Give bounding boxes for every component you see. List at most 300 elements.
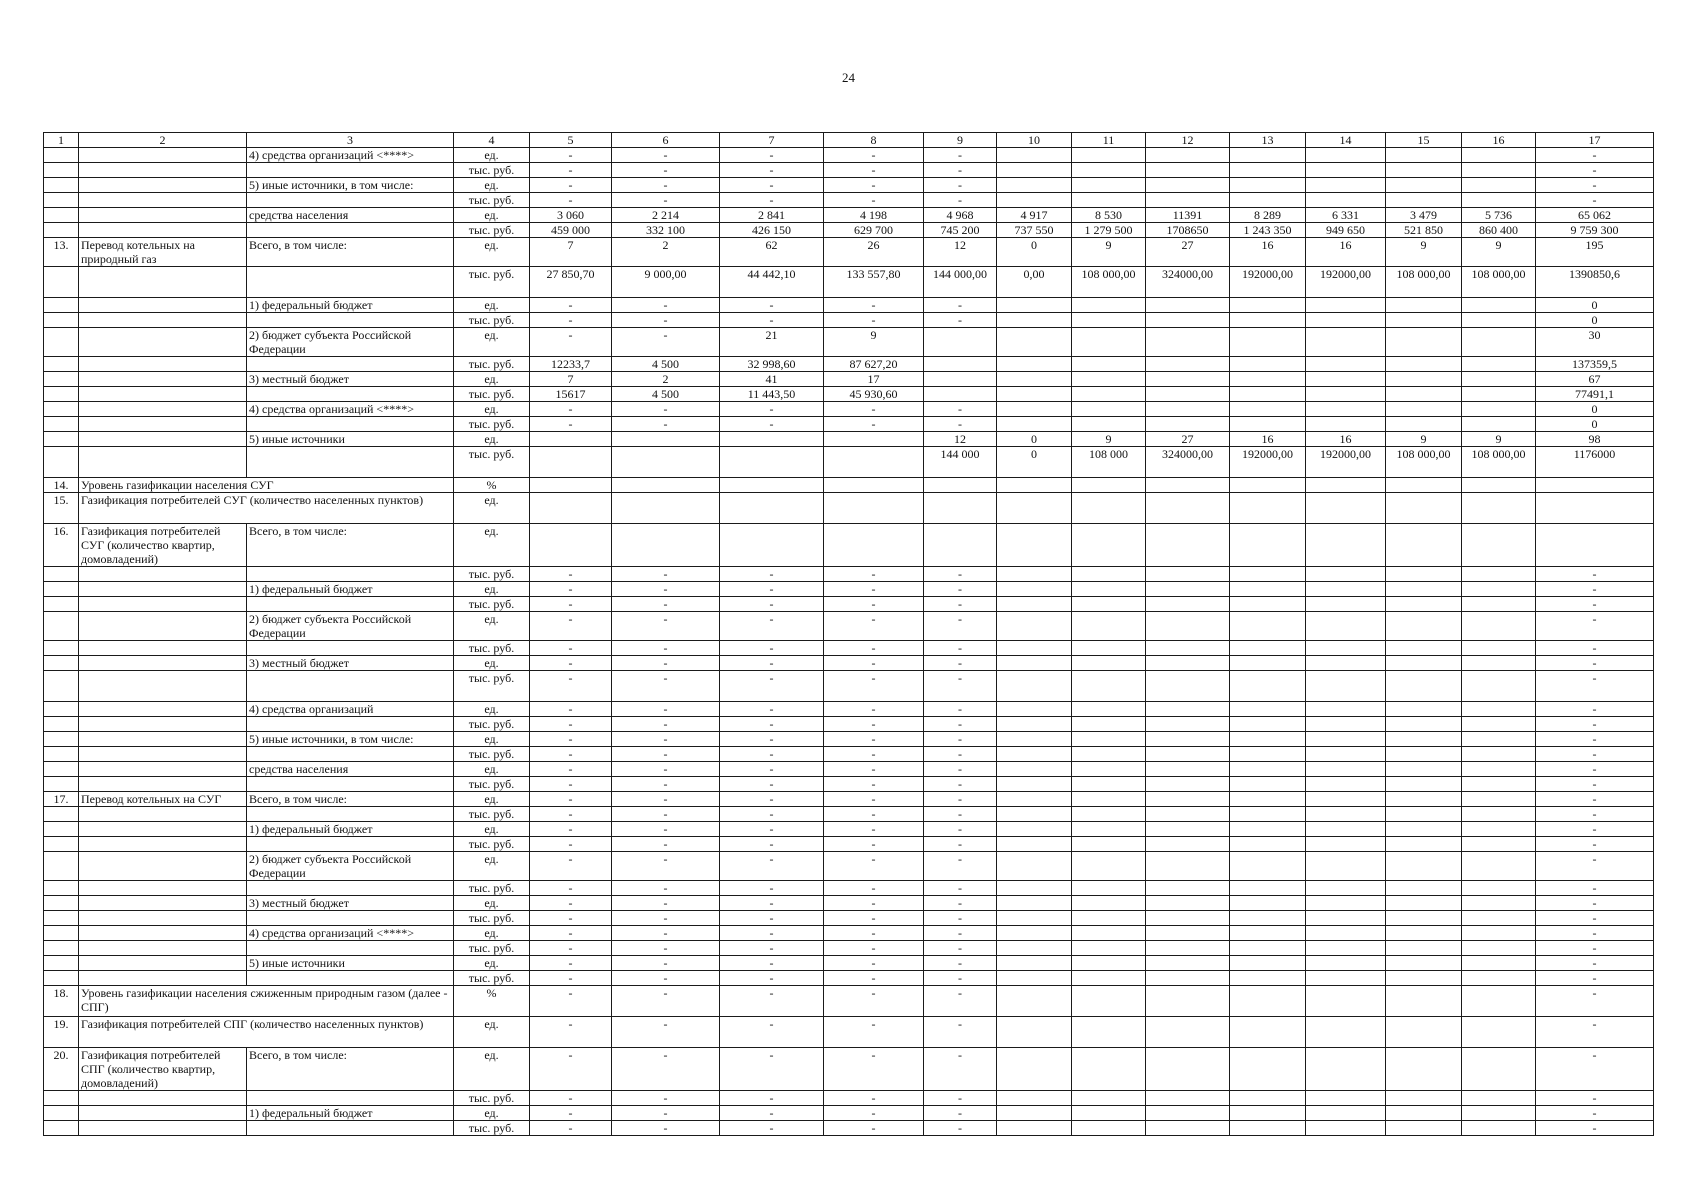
value-cell: - — [612, 822, 720, 837]
value-cell — [1072, 792, 1146, 807]
value-cell — [1386, 597, 1462, 612]
value-cell: - — [612, 792, 720, 807]
header-cell: 9 — [924, 133, 997, 148]
value-cell: - — [612, 597, 720, 612]
row-number-cell — [44, 582, 79, 597]
value-cell — [1146, 193, 1230, 208]
value-cell — [824, 524, 924, 567]
value-cell: 2 — [612, 372, 720, 387]
value-cell: - — [924, 298, 997, 313]
value-cell — [1306, 641, 1386, 656]
value-cell — [1386, 567, 1462, 582]
funding-source-cell: 1) федеральный бюджет — [247, 1106, 454, 1121]
value-cell: - — [720, 732, 824, 747]
value-cell — [1462, 582, 1536, 597]
value-cell — [1072, 417, 1146, 432]
value-cell: - — [824, 641, 924, 656]
value-cell: - — [1536, 762, 1654, 777]
value-cell: 98 — [1536, 432, 1654, 447]
value-cell — [1146, 941, 1230, 956]
indicator-name-cell — [79, 911, 247, 926]
value-cell: 16 — [1230, 432, 1306, 447]
value-cell: 12233,7 — [530, 357, 612, 372]
table-row — [44, 1017, 1654, 1048]
unit-cell: ед. — [454, 822, 530, 837]
value-cell: - — [720, 671, 824, 702]
value-cell: - — [1536, 777, 1654, 792]
value-cell: - — [720, 1121, 824, 1136]
value-cell — [1462, 881, 1536, 896]
value-cell — [1230, 777, 1306, 792]
value-cell: - — [612, 402, 720, 417]
funding-source-cell — [247, 1091, 454, 1106]
header-cell: 1 — [44, 133, 79, 148]
funding-source-cell: средства населения — [247, 208, 454, 223]
value-cell — [1306, 1091, 1386, 1106]
row-number-cell — [44, 926, 79, 941]
unit-cell: тыс. руб. — [454, 807, 530, 822]
value-cell — [1146, 1017, 1230, 1048]
value-cell — [997, 777, 1072, 792]
unit-cell: тыс. руб. — [454, 447, 530, 478]
value-cell — [1306, 852, 1386, 881]
value-cell — [1306, 881, 1386, 896]
table-row — [44, 896, 1654, 911]
value-cell: - — [924, 956, 997, 971]
value-cell: - — [924, 822, 997, 837]
value-cell — [1462, 372, 1536, 387]
indicator-name-cell — [79, 597, 247, 612]
value-cell: - — [924, 807, 997, 822]
value-cell: - — [824, 837, 924, 852]
value-cell — [1306, 478, 1386, 493]
table-row — [44, 597, 1654, 612]
value-cell: - — [720, 163, 824, 178]
value-cell — [1072, 762, 1146, 777]
value-cell — [612, 493, 720, 524]
value-cell — [997, 852, 1072, 881]
table-row — [44, 582, 1654, 597]
funding-source-cell: 2) бюджет субъекта Российской Федерации — [247, 328, 454, 357]
row-number-cell — [44, 971, 79, 986]
value-cell: - — [720, 178, 824, 193]
value-cell — [997, 911, 1072, 926]
value-cell — [1230, 671, 1306, 702]
value-cell — [1146, 1091, 1230, 1106]
value-cell: - — [824, 762, 924, 777]
value-cell: - — [1536, 852, 1654, 881]
value-cell — [924, 357, 997, 372]
value-cell: 16 — [1306, 432, 1386, 447]
value-cell: - — [720, 1106, 824, 1121]
value-cell — [997, 493, 1072, 524]
value-cell — [1072, 524, 1146, 567]
value-cell — [1386, 328, 1462, 357]
row-number-cell — [44, 911, 79, 926]
value-cell — [1072, 298, 1146, 313]
value-cell: - — [924, 1121, 997, 1136]
value-cell: - — [1536, 837, 1654, 852]
value-cell — [1306, 417, 1386, 432]
indicator-name-cell: Перевод котельных на СУГ — [79, 792, 247, 807]
indicator-name-cell — [79, 298, 247, 313]
row-number-cell — [44, 193, 79, 208]
value-cell: - — [612, 896, 720, 911]
value-cell: - — [924, 671, 997, 702]
value-cell: 9 — [824, 328, 924, 357]
value-cell — [720, 447, 824, 478]
value-cell: - — [824, 656, 924, 671]
value-cell — [1230, 732, 1306, 747]
table-row — [44, 1048, 1654, 1091]
value-cell — [1146, 837, 1230, 852]
value-cell: - — [720, 762, 824, 777]
value-cell — [1230, 986, 1306, 1017]
value-cell — [720, 493, 824, 524]
value-cell — [997, 941, 1072, 956]
value-cell — [1072, 732, 1146, 747]
value-cell: - — [720, 402, 824, 417]
value-cell: - — [720, 1091, 824, 1106]
header-row — [44, 133, 1654, 148]
value-cell — [1386, 1106, 1462, 1121]
funding-source-cell — [247, 941, 454, 956]
value-cell: - — [824, 881, 924, 896]
value-cell — [1072, 881, 1146, 896]
value-cell: - — [824, 671, 924, 702]
table-row — [44, 372, 1654, 387]
value-cell: - — [924, 896, 997, 911]
indicator-name-cell — [79, 732, 247, 747]
value-cell — [1386, 493, 1462, 524]
value-cell — [1386, 357, 1462, 372]
value-cell — [1146, 328, 1230, 357]
value-cell — [1072, 567, 1146, 582]
value-cell — [1386, 702, 1462, 717]
value-cell — [1306, 986, 1386, 1017]
funding-source-cell — [247, 357, 454, 372]
value-cell: - — [1536, 926, 1654, 941]
value-cell: - — [612, 178, 720, 193]
indicator-name-cell — [79, 208, 247, 223]
value-cell: - — [924, 582, 997, 597]
value-cell — [1462, 1091, 1536, 1106]
table-row — [44, 777, 1654, 792]
value-cell — [1462, 1048, 1536, 1091]
value-cell — [1386, 926, 1462, 941]
value-cell: 9 — [1386, 432, 1462, 447]
value-cell — [1386, 313, 1462, 328]
value-cell: 32 998,60 — [720, 357, 824, 372]
value-cell: - — [612, 971, 720, 986]
unit-cell: тыс. руб. — [454, 163, 530, 178]
value-cell — [1306, 837, 1386, 852]
funding-source-cell — [247, 313, 454, 328]
value-cell — [997, 1091, 1072, 1106]
value-cell — [1072, 372, 1146, 387]
row-number-cell — [44, 387, 79, 402]
value-cell: - — [720, 567, 824, 582]
value-cell: 11391 — [1146, 208, 1230, 223]
value-cell — [997, 1106, 1072, 1121]
funding-source-cell — [247, 567, 454, 582]
value-cell: 144 000,00 — [924, 267, 997, 298]
value-cell — [1072, 357, 1146, 372]
funding-source-cell — [247, 747, 454, 762]
value-cell: - — [1536, 822, 1654, 837]
row-number-cell — [44, 941, 79, 956]
value-cell: - — [924, 986, 997, 1017]
value-cell — [1386, 478, 1462, 493]
value-cell: - — [824, 702, 924, 717]
value-cell: 0 — [1536, 313, 1654, 328]
funding-source-cell: 3) местный бюджет — [247, 896, 454, 911]
value-cell: 0 — [997, 447, 1072, 478]
value-cell — [720, 478, 824, 493]
funding-source-cell: 5) иные источники, в том числе: — [247, 732, 454, 747]
funding-source-cell: 4) средства организаций <****> — [247, 148, 454, 163]
value-cell — [1072, 971, 1146, 986]
value-cell: - — [824, 193, 924, 208]
value-cell: - — [612, 612, 720, 641]
indicator-name-cell — [79, 313, 247, 328]
value-cell: - — [924, 1091, 997, 1106]
value-cell — [612, 524, 720, 567]
indicator-name-cell — [79, 328, 247, 357]
value-cell — [1072, 822, 1146, 837]
value-cell — [1230, 402, 1306, 417]
value-cell: 1 279 500 — [1072, 223, 1146, 238]
value-cell — [1146, 822, 1230, 837]
indicator-name-cell — [79, 387, 247, 402]
value-cell — [1462, 641, 1536, 656]
value-cell: - — [824, 732, 924, 747]
table-row — [44, 792, 1654, 807]
value-cell — [1386, 641, 1462, 656]
row-number-cell: 19. — [44, 1017, 79, 1048]
value-cell — [1146, 298, 1230, 313]
unit-cell: ед. — [454, 656, 530, 671]
value-cell: 77491,1 — [1536, 387, 1654, 402]
value-cell — [1462, 328, 1536, 357]
value-cell — [1536, 478, 1654, 493]
indicator-name-cell — [79, 717, 247, 732]
value-cell: - — [720, 971, 824, 986]
value-cell: - — [924, 656, 997, 671]
value-cell: - — [530, 148, 612, 163]
indicator-name-cell — [79, 417, 247, 432]
row-number-cell — [44, 1106, 79, 1121]
funding-source-cell: 5) иные источники, в том числе: — [247, 178, 454, 193]
row-number-cell — [44, 717, 79, 732]
header-cell: 8 — [824, 133, 924, 148]
value-cell: - — [1536, 178, 1654, 193]
value-cell — [997, 612, 1072, 641]
value-cell: - — [612, 837, 720, 852]
value-cell: - — [1536, 671, 1654, 702]
value-cell — [1072, 148, 1146, 163]
value-cell — [997, 1048, 1072, 1091]
row-number-cell — [44, 447, 79, 478]
value-cell — [997, 881, 1072, 896]
funding-source-cell: 1) федеральный бюджет — [247, 298, 454, 313]
value-cell — [1072, 896, 1146, 911]
value-cell — [1230, 941, 1306, 956]
value-cell: - — [924, 702, 997, 717]
indicator-name-cell — [79, 357, 247, 372]
value-cell — [1386, 1121, 1462, 1136]
value-cell — [1386, 1091, 1462, 1106]
value-cell — [1230, 163, 1306, 178]
value-cell — [1146, 582, 1230, 597]
value-cell: - — [612, 1048, 720, 1091]
value-cell — [997, 656, 1072, 671]
value-cell: - — [612, 1106, 720, 1121]
value-cell — [1306, 732, 1386, 747]
value-cell: - — [612, 148, 720, 163]
value-cell — [1072, 852, 1146, 881]
value-cell: - — [824, 1106, 924, 1121]
value-cell — [1146, 852, 1230, 881]
value-cell — [1462, 656, 1536, 671]
value-cell — [1386, 852, 1462, 881]
value-cell — [1306, 926, 1386, 941]
row-number-cell — [44, 1091, 79, 1106]
value-cell — [1462, 402, 1536, 417]
unit-cell: тыс. руб. — [454, 837, 530, 852]
table-row — [44, 656, 1654, 671]
value-cell — [1386, 732, 1462, 747]
value-cell — [1462, 956, 1536, 971]
unit-cell: тыс. руб. — [454, 567, 530, 582]
unit-cell: тыс. руб. — [454, 387, 530, 402]
row-number-cell — [44, 208, 79, 223]
value-cell — [1146, 911, 1230, 926]
value-cell — [1230, 1091, 1306, 1106]
header-cell: 10 — [997, 133, 1072, 148]
indicator-name-cell: Уровень газификации населения сжиженным природным газом (далее - СПГ) — [79, 986, 454, 1017]
value-cell — [1146, 524, 1230, 567]
value-cell — [1072, 837, 1146, 852]
value-cell: - — [530, 1106, 612, 1121]
value-cell — [1386, 822, 1462, 837]
value-cell: 2 841 — [720, 208, 824, 223]
value-cell — [1230, 178, 1306, 193]
value-cell: - — [824, 971, 924, 986]
value-cell: - — [530, 747, 612, 762]
value-cell: - — [612, 1121, 720, 1136]
value-cell: - — [612, 417, 720, 432]
value-cell — [1146, 792, 1230, 807]
value-cell — [997, 671, 1072, 702]
unit-cell: тыс. руб. — [454, 417, 530, 432]
value-cell: - — [824, 926, 924, 941]
page-number: 24 — [842, 70, 855, 85]
value-cell — [1146, 956, 1230, 971]
value-cell: - — [720, 417, 824, 432]
value-cell: - — [530, 178, 612, 193]
value-cell — [1146, 402, 1230, 417]
table-body — [44, 133, 1654, 1136]
value-cell: 27 — [1146, 432, 1230, 447]
value-cell: - — [720, 313, 824, 328]
value-cell — [1462, 493, 1536, 524]
value-cell: - — [924, 313, 997, 328]
value-cell: - — [612, 732, 720, 747]
value-cell — [1306, 941, 1386, 956]
value-cell — [1306, 1017, 1386, 1048]
indicator-name-cell — [79, 1121, 247, 1136]
table-row — [44, 387, 1654, 402]
value-cell — [997, 837, 1072, 852]
value-cell: - — [924, 417, 997, 432]
value-cell — [1386, 762, 1462, 777]
row-number-cell — [44, 148, 79, 163]
value-cell — [1386, 417, 1462, 432]
value-cell: - — [1536, 792, 1654, 807]
unit-cell: ед. — [454, 238, 530, 267]
value-cell — [612, 478, 720, 493]
value-cell: - — [530, 777, 612, 792]
indicator-name-cell — [79, 747, 247, 762]
indicator-name-cell — [79, 402, 247, 417]
value-cell: 192000,00 — [1306, 267, 1386, 298]
value-cell: - — [530, 837, 612, 852]
value-cell: - — [824, 807, 924, 822]
value-cell: - — [824, 792, 924, 807]
funding-source-cell — [247, 1121, 454, 1136]
value-cell — [924, 387, 997, 402]
value-cell — [1072, 163, 1146, 178]
value-cell: - — [720, 702, 824, 717]
value-cell — [1146, 387, 1230, 402]
funding-source-cell: Всего, в том числе: — [247, 238, 454, 267]
value-cell — [1146, 357, 1230, 372]
value-cell: - — [530, 313, 612, 328]
value-cell: - — [612, 1091, 720, 1106]
value-cell: - — [530, 807, 612, 822]
value-cell — [1386, 372, 1462, 387]
indicator-name-cell — [79, 852, 247, 881]
table-row — [44, 524, 1654, 567]
value-cell: - — [720, 941, 824, 956]
value-cell — [997, 1121, 1072, 1136]
value-cell: 133 557,80 — [824, 267, 924, 298]
row-number-cell: 18. — [44, 986, 79, 1017]
value-cell — [1306, 178, 1386, 193]
value-cell — [1386, 747, 1462, 762]
value-cell: - — [824, 1091, 924, 1106]
funding-source-cell: 4) средства организаций <****> — [247, 926, 454, 941]
value-cell — [1230, 852, 1306, 881]
value-cell: - — [924, 178, 997, 193]
value-cell: - — [530, 567, 612, 582]
unit-cell: ед. — [454, 1106, 530, 1121]
unit-cell: ед. — [454, 762, 530, 777]
funding-source-cell: Всего, в том числе: — [247, 792, 454, 807]
value-cell: - — [924, 193, 997, 208]
value-cell: - — [824, 747, 924, 762]
value-cell: - — [720, 1017, 824, 1048]
funding-source-cell: 2) бюджет субъекта Российской Федерации — [247, 612, 454, 641]
value-cell — [1462, 852, 1536, 881]
value-cell: - — [824, 777, 924, 792]
value-cell — [1146, 478, 1230, 493]
row-number-cell — [44, 567, 79, 582]
value-cell — [1386, 193, 1462, 208]
value-cell — [997, 582, 1072, 597]
value-cell — [1230, 837, 1306, 852]
